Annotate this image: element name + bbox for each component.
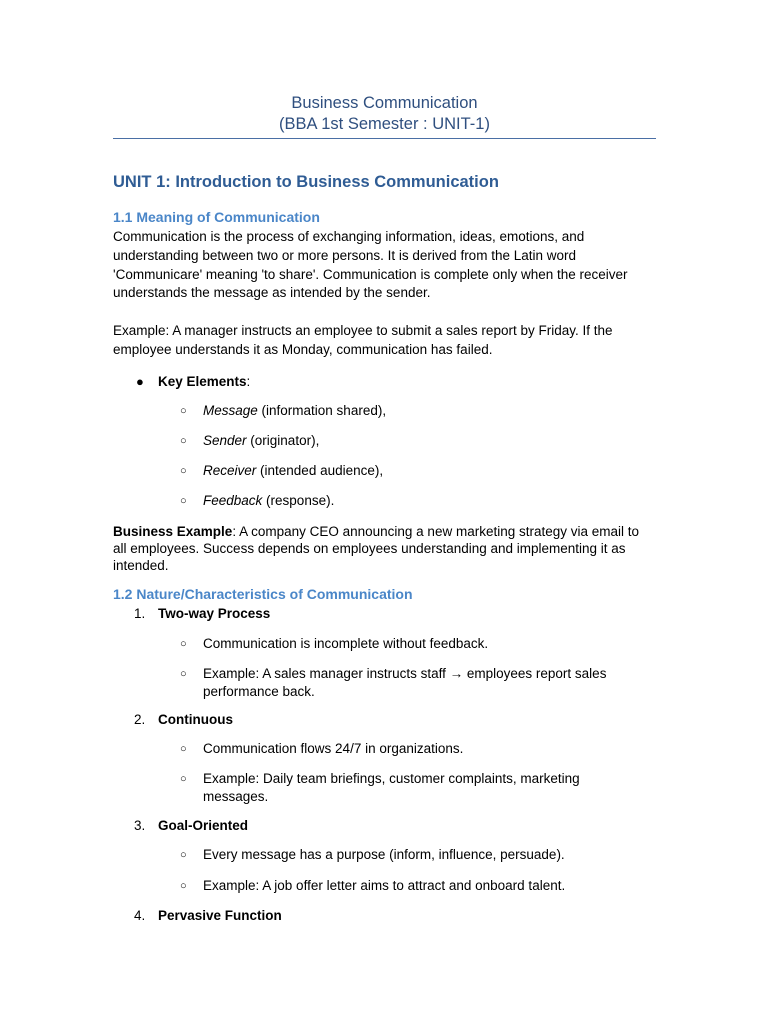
circle-bullet-icon: ○ bbox=[180, 465, 187, 477]
characteristic-title: Goal-Oriented bbox=[158, 818, 249, 833]
circle-bullet-icon: ○ bbox=[180, 668, 187, 680]
meaning-paragraph bbox=[113, 228, 656, 303]
key-element-item: Feedback (response). bbox=[203, 493, 335, 508]
key-element-item: Message (information shared), bbox=[203, 403, 387, 418]
list-number: 3. bbox=[134, 818, 146, 833]
characteristic-point: Example: A job offer letter aims to attract and onboard talent. bbox=[203, 878, 566, 893]
bullet-icon: ● bbox=[136, 374, 144, 389]
example-paragraph bbox=[113, 322, 656, 360]
document-header bbox=[113, 93, 656, 135]
section-1-1-heading: 1.1 Meaning of Communication bbox=[113, 209, 320, 225]
circle-bullet-icon: ○ bbox=[180, 849, 187, 861]
document-subtitle: (BBA 1st Semester : UNIT-1) bbox=[279, 115, 490, 133]
paragraph-line: all employees. Success depends on employees understanding and implementing it as bbox=[113, 541, 626, 556]
paragraph-line: understands the message as intended by the sender. bbox=[113, 285, 431, 301]
paragraph-line: intended. bbox=[113, 558, 169, 573]
characteristic-point: Every message has a purpose (inform, influence, persuade). bbox=[203, 847, 565, 862]
unit-heading: UNIT 1: Introduction to Business Communication bbox=[113, 173, 499, 191]
key-elements-label: Key Elements bbox=[158, 374, 247, 389]
business-example-label: Business Example bbox=[113, 524, 233, 539]
circle-bullet-icon: ○ bbox=[180, 435, 187, 447]
key-element-item: Receiver (intended audience), bbox=[203, 463, 384, 478]
characteristic-title: Pervasive Function bbox=[158, 908, 282, 923]
characteristic-point: Example: A sales manager instructs staff → employees report sales performance back. bbox=[203, 666, 607, 699]
characteristic-point: Communication is incomplete without feedback. bbox=[203, 636, 489, 651]
paragraph-line: Communication is the process of exchanging information, ideas, emotions, and bbox=[113, 229, 585, 244]
characteristic-title: Continuous bbox=[158, 712, 233, 727]
circle-bullet-icon: ○ bbox=[180, 743, 187, 755]
list-number: 2. bbox=[134, 712, 146, 727]
paragraph-line: employee understands it as Monday, communication has failed. bbox=[113, 341, 493, 357]
circle-bullet-icon: ○ bbox=[180, 880, 187, 892]
paragraph-line: 'Communicare' meaning 'to share'. Communication is complete only when the receiver bbox=[113, 266, 628, 282]
paragraph-line: Example: A manager instructs an employee to submit a sales report by Friday. If the bbox=[113, 323, 613, 338]
document-title: Business Communication bbox=[291, 94, 478, 112]
circle-bullet-icon: ○ bbox=[180, 495, 187, 507]
circle-bullet-icon: ○ bbox=[180, 773, 187, 785]
circle-bullet-icon: ○ bbox=[180, 405, 187, 417]
section-1-2-heading: 1.2 Nature/Characteristics of Communication bbox=[113, 586, 413, 602]
header-divider bbox=[113, 138, 656, 139]
list-number: 1. bbox=[134, 606, 146, 621]
characteristic-point: Communication flows 24/7 in organizations. bbox=[203, 741, 464, 756]
list-number: 4. bbox=[134, 908, 146, 923]
circle-bullet-icon: ○ bbox=[180, 638, 187, 650]
characteristic-title: Two-way Process bbox=[158, 606, 271, 621]
paragraph-line: understanding between two or more persons. It is derived from the Latin word bbox=[113, 247, 576, 263]
key-elements-item: Key Elements: bbox=[158, 374, 251, 389]
business-example-paragraph: Business Example: A company CEO announcing a new marketing strategy via email to all employees. Success depends on employees understanding and implementing it as intended. bbox=[113, 523, 656, 574]
key-element-item: Sender (originator), bbox=[203, 433, 320, 448]
characteristic-point: Example: Daily team briefings, customer complaints, marketing messages. bbox=[203, 771, 580, 804]
